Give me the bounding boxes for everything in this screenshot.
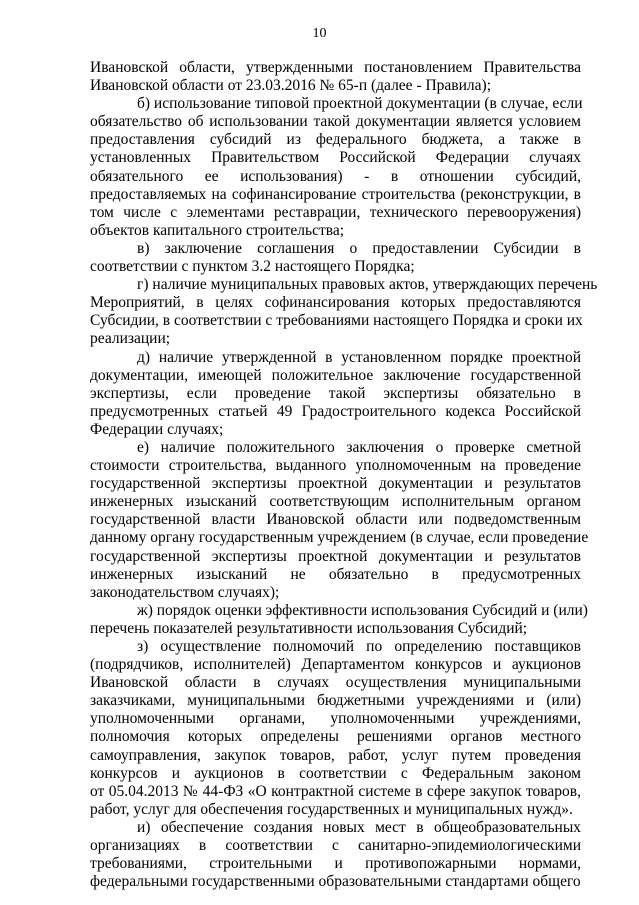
text-line: инженерных изысканий не обязательно в предусмотренных <box>90 565 581 583</box>
paragraph <box>90 276 598 348</box>
page-number: 10 <box>312 26 327 41</box>
text-line: заказчиками, муниципальными бюджетными учреждениями и (или) <box>90 692 581 710</box>
text-line: законодательством случаях); <box>90 583 280 601</box>
text-line: государственной экспертизы проектной документации и результатов <box>90 475 581 493</box>
text-line: е) наличие положительного заключения о проверке сметной <box>137 438 581 456</box>
text-line: уполномоченными органами, уполномоченными учреждениями, <box>90 710 581 728</box>
text-line: Мероприятий, в целях софинансирования которых предоставляются <box>90 294 581 312</box>
text-line: предоставляемых на софинансирование строительства (реконструкции, в <box>90 185 581 203</box>
text-line: Ивановской области от 23.03.2016 № 65-п (далее - Правила); <box>90 77 491 95</box>
text-line: Ивановской области, утвержденными постановлением Правительства <box>90 59 581 76</box>
paragraph <box>90 638 581 819</box>
text-line: требованиями, строительными и противопожарными нормами, <box>90 855 581 873</box>
text-line: инженерных изысканий соответствующим исполнительным органом <box>90 493 581 511</box>
text-line: документации, имеющей положительное заключение государственной <box>90 366 581 384</box>
paragraph <box>90 438 589 602</box>
text-line: обязательство об использовании такой документации является условием <box>90 113 581 131</box>
text-line: соответствии с пунктом 3.2 настоящего Порядка; <box>90 258 415 276</box>
text-line: з) осуществление полномочий по определению поставщиков <box>137 638 581 655</box>
text-line: полномочия которых определены решениями органов местного <box>90 728 581 746</box>
text-line: самоуправления, закупок товаров, работ, услуг путем проведения <box>90 746 581 764</box>
document-body <box>90 59 598 891</box>
text-line: реализации; <box>90 330 171 348</box>
text-line: стоимости строительства, выданного уполномоченным на проведение <box>90 457 581 475</box>
text-line: предоставления субсидий из федерального бюджета, а также в <box>90 131 581 149</box>
text-line: экспертизы, если проведение такой экспертизы обязательно в <box>90 384 581 402</box>
text-line: государственной власти Ивановской области или подведомственным <box>90 511 581 529</box>
text-line: государственной экспертизы проектной документации и результатов <box>90 547 581 565</box>
paragraph <box>90 240 581 276</box>
text-line: в) заключение соглашения о предоставлении Субсидии в <box>137 239 581 257</box>
text-line: б) использование типовой проектной документации (в случае, если <box>137 95 583 113</box>
text-line: том числе с элементами реставрации, технического перевооружения) <box>90 203 581 221</box>
text-line: организациях в соответствии с санитарно-эпидемиологическими <box>90 837 581 855</box>
text-line: работ, услуг для обеспечения государственных и муниципальных нужд». <box>90 800 573 818</box>
text-line: данному органу государственным учреждением (в случае, если проведение <box>90 529 589 547</box>
text-line: федеральными государственными образовательными стандартами общего <box>90 873 581 891</box>
paragraph <box>90 601 588 638</box>
paragraph <box>90 59 581 95</box>
text-line: установленных Правительством Российской Федерации случаях <box>90 149 581 167</box>
text-line: (подрядчиков, исполнителей) Департаментом конкурсов и аукционов <box>90 656 581 674</box>
text-line: конкурсов и аукционов в соответствии с Федеральным законом <box>90 764 581 782</box>
paragraph <box>90 95 581 240</box>
text-line: предусмотренных статьей 49 Градостроительного кодекса Российской <box>90 402 581 420</box>
text-line: Федерации случаях; <box>90 420 224 438</box>
text-line: ж) порядок оценки эффективности использования Субсидий и (или) <box>137 601 588 619</box>
text-line: г) наличие муниципальных правовых актов, утверждающих перечень <box>137 276 598 294</box>
text-line: обязательного ее использования) - в отношении субсидий, <box>90 167 581 185</box>
text-line: Субсидии, в соответствии с требованиями настоящего Порядка и сроки их <box>90 312 583 330</box>
paragraph <box>90 819 581 891</box>
paragraph <box>90 349 581 439</box>
text-line: перечень показателей результативности использования Субсидий; <box>90 619 528 637</box>
text-line: д) наличие утвержденной в установленном порядке проектной <box>137 348 581 366</box>
text-line: и) обеспечение создания новых мест в общеобразовательных <box>137 818 581 836</box>
text-line: Ивановской области в случаях осуществления муниципальными <box>90 674 581 692</box>
text-line: от 05.04.2013 № 44-ФЗ «О контрактной системе в сфере закупок товаров, <box>90 782 581 800</box>
text-line: объектов капитального строительства; <box>90 221 345 239</box>
